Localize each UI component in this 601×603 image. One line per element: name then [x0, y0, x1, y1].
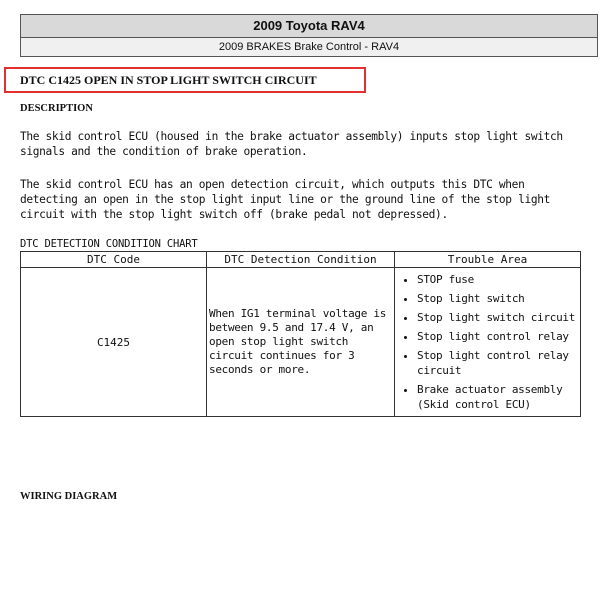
vehicle-title: 2009 Toyota RAV4: [21, 15, 597, 38]
trouble-area-cell: [395, 268, 581, 417]
dtc-detection-table: [20, 251, 581, 417]
section-subtitle: 2009 BRAKES Brake Control - RAV4: [21, 38, 597, 56]
document-header: [20, 14, 598, 57]
list-item: • Stop light switch: [417, 291, 578, 306]
column-header-dtc-code: DTC Code: [21, 252, 207, 268]
list-item: • Stop light switch circuit: [417, 310, 578, 325]
column-header-trouble-area: Trouble Area: [395, 252, 581, 268]
list-item: • STOP fuse: [417, 272, 578, 287]
trouble-area-list: [397, 272, 578, 412]
detection-condition-cell: When IG1 terminal voltage is between 9.5 and 17.4 V, an open stop light switch circuit continues for 3 seconds or more.: [207, 268, 395, 417]
dtc-title: DTC C1425 OPEN IN STOP LIGHT SWITCH CIRCUIT: [4, 67, 366, 93]
table-row: [21, 268, 581, 417]
dtc-code-cell: C1425: [21, 268, 207, 417]
table-header-row: [21, 252, 581, 268]
list-item: • Brake actuator assembly (Skid control ECU): [417, 382, 578, 412]
wiring-diagram-heading: WIRING DIAGRAM: [20, 491, 118, 502]
description-paragraph-2: The skid control ECU has an open detection circuit, which outputs this DTC when detecting an open in the stop light input line or the ground line of the stop light circuit with the stop light switch off (brake pedal not depressed).: [20, 178, 550, 221]
description-heading: DESCRIPTION: [20, 103, 93, 114]
list-item: • Stop light control relay: [417, 329, 578, 344]
column-header-detection-condition: DTC Detection Condition: [207, 252, 395, 268]
list-item: • Stop light control relay circuit: [417, 348, 578, 378]
chart-caption: DTC DETECTION CONDITION CHART: [20, 238, 198, 250]
description-paragraph-1: The skid control ECU (housed in the brake actuator assembly) inputs stop light switch signals and the condition of brake operation.: [20, 130, 563, 158]
